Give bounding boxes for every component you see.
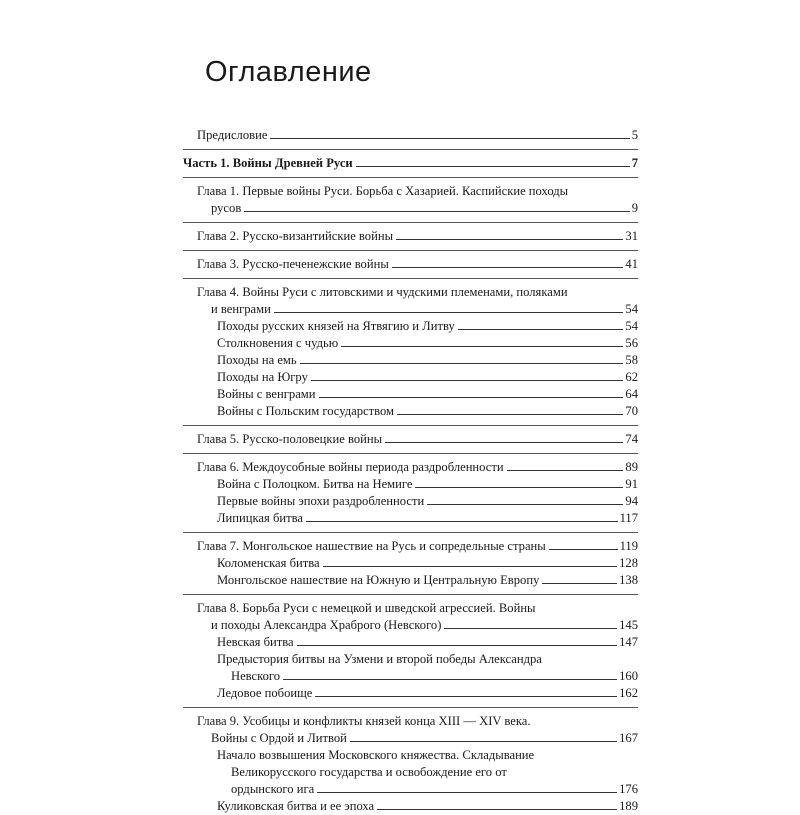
toc-page-number: 117	[619, 511, 638, 525]
toc-entry-title: Глава 6. Междоусобные войны периода раздробленности	[197, 460, 504, 474]
toc-entry-chapter-9[interactable]	[183, 713, 638, 747]
toc-entry-title: Походы на Югру	[217, 370, 308, 384]
dot-leader	[392, 267, 624, 268]
toc-page-number: 7	[631, 156, 638, 170]
dot-leader	[396, 239, 623, 240]
toc-entry-title: Монгольское нашествие на Южную и Центральную Европу	[217, 573, 540, 587]
toc-entry-title: Столкновения с чудью	[217, 336, 339, 350]
dot-leader	[549, 549, 618, 550]
dot-leader	[444, 628, 617, 629]
toc-page-number: 128	[619, 556, 638, 570]
toc-entry-title-line: Начало возвышения Московского княжества. Складывание	[217, 748, 535, 762]
toc-page-number: 119	[619, 539, 638, 553]
dot-leader	[315, 696, 617, 697]
toc-entry-title: Ледовое побоище	[217, 686, 313, 700]
toc-page-number: 5	[631, 128, 638, 142]
toc-entry-section[interactable]	[183, 685, 638, 702]
toc-entry-title: Война с Полоцком. Битва на Немиге	[217, 477, 413, 491]
divider	[183, 278, 638, 279]
toc-page-number: 74	[625, 432, 638, 446]
dot-leader	[415, 487, 623, 488]
toc-entry-title: Невского	[231, 669, 281, 683]
dot-leader	[300, 363, 624, 364]
divider	[183, 425, 638, 426]
divider	[183, 250, 638, 251]
divider	[183, 707, 638, 708]
toc-page-number: 167	[619, 731, 638, 745]
toc-entry-title: Глава 3. Русско-печенежские войны	[197, 257, 389, 271]
toc-entry-title: Коломенская битва	[217, 556, 320, 570]
toc-entry-section[interactable]	[183, 318, 638, 335]
toc-entry-title: Куликовская битва и ее эпоха	[217, 799, 375, 813]
dot-leader	[297, 645, 617, 646]
toc-page-number: 64	[625, 387, 638, 401]
dot-leader	[244, 211, 629, 212]
dot-leader	[270, 138, 629, 139]
dot-leader	[311, 380, 624, 381]
dot-leader	[341, 346, 623, 347]
toc-page-number: 91	[625, 477, 638, 491]
toc-page-number: 162	[619, 686, 638, 700]
toc-entry-title: Предисловие	[197, 128, 268, 142]
toc-entry-section[interactable]	[183, 747, 638, 798]
toc-page-number: 56	[625, 336, 638, 350]
dot-leader	[356, 166, 630, 167]
dot-leader	[306, 521, 618, 522]
toc-entry-chapter-5[interactable]	[183, 431, 638, 448]
toc-entry-title: Невская битва	[217, 635, 294, 649]
toc-entry-title: Часть 1. Войны Древней Руси	[183, 156, 353, 170]
divider	[183, 453, 638, 454]
toc-page-number: 147	[619, 635, 638, 649]
divider	[183, 532, 638, 533]
toc-entry-title-line: Великорусского государства и освобождение его от	[231, 765, 507, 779]
toc-entry-section[interactable]	[183, 352, 638, 369]
toc-entry-section[interactable]	[183, 386, 638, 403]
divider	[183, 177, 638, 178]
toc-entry-title: Глава 2. Русско-византийские войны	[197, 229, 394, 243]
toc-entry-title-line: Глава 8. Борьба Руси с немецкой и шведской агрессией. Войны	[197, 601, 536, 615]
toc-entry-chapter-3[interactable]	[183, 256, 638, 273]
toc-entry-section[interactable]	[183, 335, 638, 352]
toc-page-number: 70	[625, 404, 638, 418]
dot-leader	[274, 312, 624, 313]
dot-leader	[397, 414, 623, 415]
toc-entry-section[interactable]	[183, 403, 638, 420]
toc-entry-section[interactable]	[183, 634, 638, 651]
toc-entry-section[interactable]	[183, 555, 638, 572]
toc-page-number: 94	[625, 494, 638, 508]
toc-page-number: 58	[625, 353, 638, 367]
toc-page-number: 54	[625, 319, 638, 333]
toc-entry-title: Войны с Польским государством	[217, 404, 395, 418]
divider	[183, 594, 638, 595]
toc-entry-section[interactable]	[183, 651, 638, 685]
toc-page-number: 62	[625, 370, 638, 384]
toc-entry-title-line: Предыстория битвы на Узмени и второй победы Александра	[217, 652, 542, 666]
toc-entry-title: и венграми	[211, 302, 271, 316]
toc-page-number: 31	[625, 229, 638, 243]
toc-page-number: 89	[625, 460, 638, 474]
toc-page-number: 54	[625, 302, 638, 316]
page-title: Оглавление	[205, 56, 372, 88]
toc-page-number: 189	[619, 799, 638, 813]
toc-page-number: 9	[631, 201, 638, 215]
toc-entry-title-line: Глава 1. Первые войны Руси. Борьба с Хазарией. Каспийские походы	[197, 184, 569, 198]
toc-entry-part-1[interactable]	[183, 155, 638, 172]
toc-entry-chapter-2[interactable]	[183, 228, 638, 245]
dot-leader	[427, 504, 623, 505]
toc-entry-title: и походы Александра Храброго (Невского)	[211, 618, 442, 632]
toc-entry-title-line: Глава 9. Усобицы и конфликты князей конца XIII — XIV века.	[197, 714, 531, 728]
toc-entry-title: Походы на емь	[217, 353, 297, 367]
toc-page-number: 145	[619, 618, 638, 632]
toc-entry-title: ордынского ига	[231, 782, 315, 796]
dot-leader	[385, 442, 623, 443]
toc-entry-title: русов	[211, 201, 242, 215]
dot-leader	[350, 741, 617, 742]
dot-leader	[458, 329, 624, 330]
divider	[183, 222, 638, 223]
dot-leader	[377, 809, 617, 810]
dot-leader	[323, 566, 617, 567]
toc-entry-title: Первые войны эпохи раздробленности	[217, 494, 425, 508]
toc-entry-section[interactable]	[183, 493, 638, 510]
table-of-contents	[183, 127, 638, 815]
divider	[183, 149, 638, 150]
toc-entry-title: Войны с венграми	[217, 387, 316, 401]
dot-leader	[283, 679, 617, 680]
toc-page-number: 41	[625, 257, 638, 271]
toc-page-number: 138	[619, 573, 638, 587]
dot-leader	[319, 397, 624, 398]
toc-entry-title: Липицкая битва	[217, 511, 303, 525]
toc-entry-section[interactable]	[183, 476, 638, 493]
toc-entry-chapter-6[interactable]	[183, 459, 638, 476]
toc-entry-title: Глава 5. Русско-половецкие войны	[197, 432, 383, 446]
toc-page-number: 176	[619, 782, 638, 796]
dot-leader	[542, 583, 617, 584]
toc-entry-chapter-4[interactable]	[183, 284, 638, 318]
dot-leader	[317, 792, 617, 793]
toc-entry-title-line: Глава 4. Войны Руси с литовскими и чудскими племенами, поляками	[197, 285, 568, 299]
toc-entry-title: Походы русских князей на Ятвягию и Литву	[217, 319, 455, 333]
toc-page-number: 160	[619, 669, 638, 683]
toc-entry-section[interactable]	[183, 510, 638, 527]
toc-entry-chapter-1[interactable]	[183, 183, 638, 217]
toc-entry-section[interactable]	[183, 798, 638, 815]
toc-entry-title: Войны с Ордой и Литвой	[211, 731, 347, 745]
toc-entry-section[interactable]	[183, 369, 638, 386]
toc-entry-chapter-8[interactable]	[183, 600, 638, 634]
toc-entry-title: Глава 7. Монгольское нашествие на Русь и сопредельные страны	[197, 539, 546, 553]
toc-entry-preface[interactable]	[183, 127, 638, 144]
dot-leader	[507, 470, 624, 471]
toc-entry-chapter-7[interactable]	[183, 538, 638, 555]
toc-entry-section[interactable]	[183, 572, 638, 589]
